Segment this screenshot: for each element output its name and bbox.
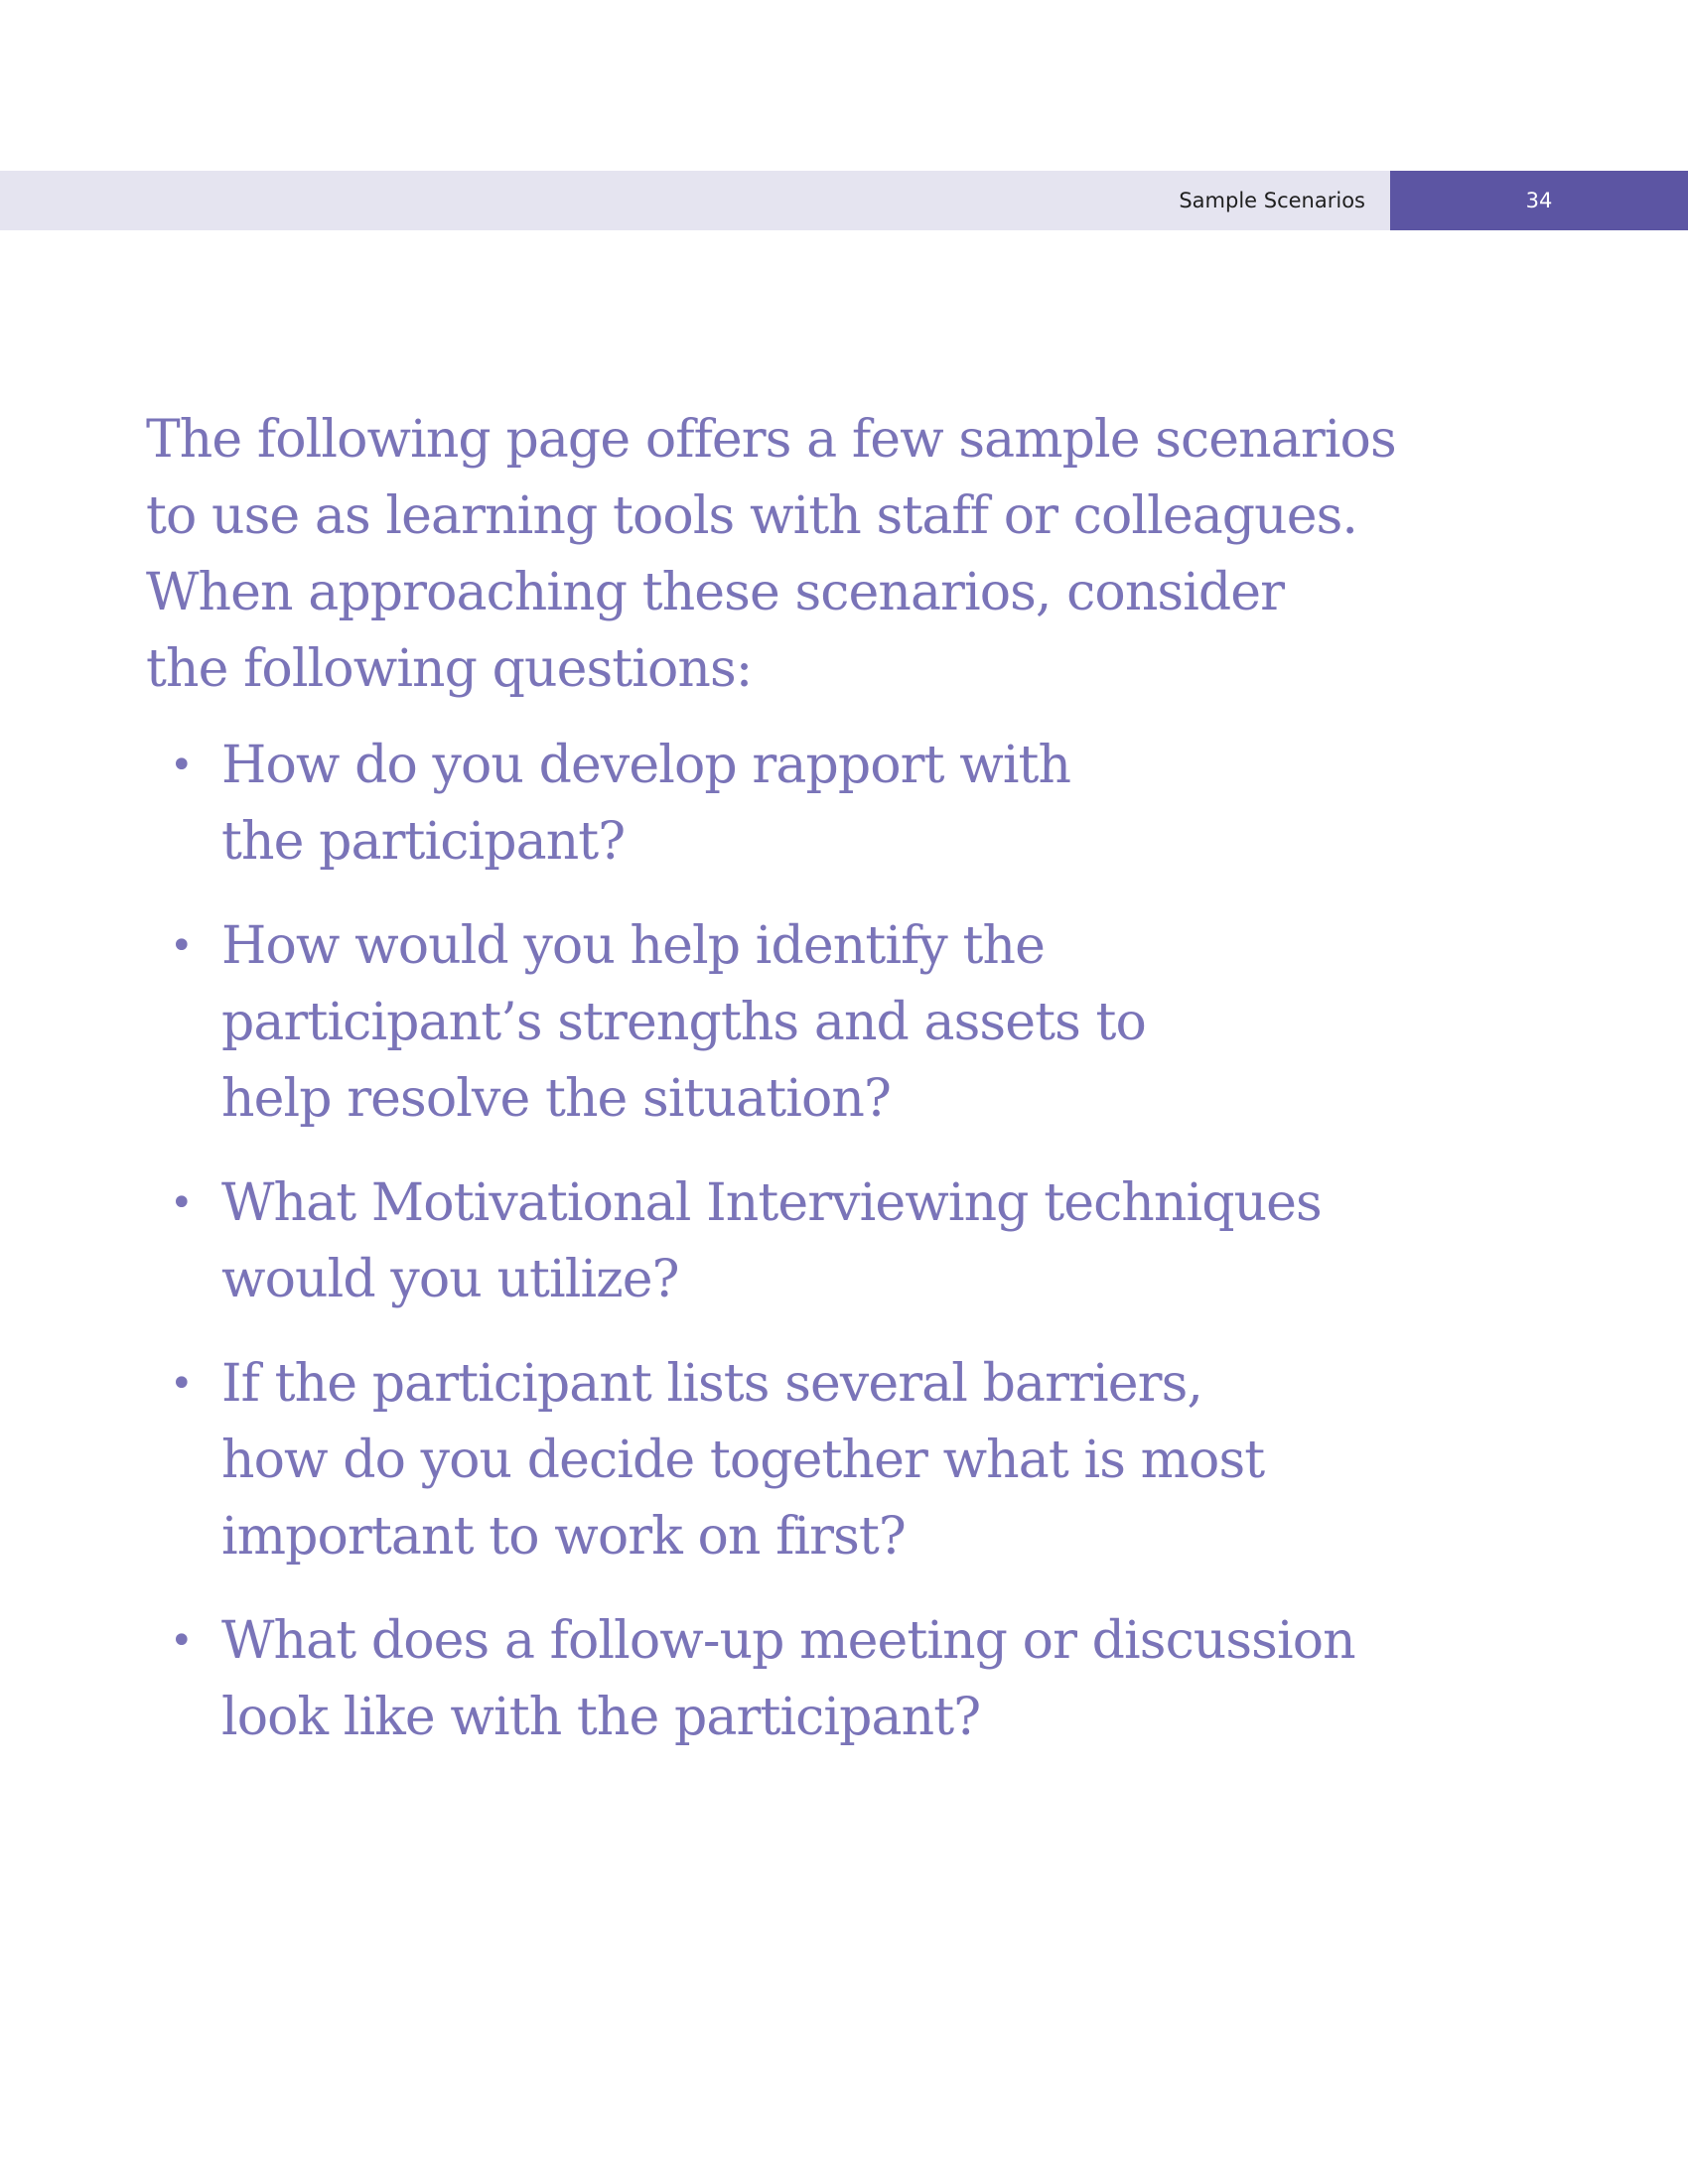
question-line: What Motivational Interviewing techniques xyxy=(221,1173,1322,1233)
question-line: What does a follow-up meeting or discussion xyxy=(221,1611,1355,1671)
page-number-tab xyxy=(1390,171,1688,230)
question-line: If the participant lists several barriers, xyxy=(221,1354,1203,1414)
intro-line: The following page offers a few sample scenarios xyxy=(146,410,1396,470)
question-line: the participant? xyxy=(221,812,626,872)
section-title: Sample Scenarios xyxy=(1179,189,1365,212)
question-item xyxy=(146,908,1576,1138)
page-number: 34 xyxy=(1525,189,1553,212)
question-item xyxy=(146,1346,1576,1575)
page-header xyxy=(0,171,1688,230)
question-line: important to work on first? xyxy=(221,1507,906,1567)
intro-line: When approaching these scenarios, consider xyxy=(146,563,1285,622)
intro-paragraph xyxy=(146,402,1576,708)
question-item xyxy=(146,1165,1576,1318)
main-content xyxy=(146,402,1576,1784)
bullet-icon: • xyxy=(170,1180,193,1226)
intro-line: to use as learning tools with staff or colleagues. xyxy=(146,486,1358,546)
bullet-icon: • xyxy=(170,743,193,788)
question-item xyxy=(146,728,1576,881)
question-line: How would you help identify the xyxy=(221,916,1045,976)
question-line: how do you decide together what is most xyxy=(221,1431,1265,1490)
question-line: participant’s strengths and assets to xyxy=(221,993,1146,1052)
question-list xyxy=(146,728,1576,1756)
question-line: help resolve the situation? xyxy=(221,1069,891,1129)
intro-line: the following questions: xyxy=(146,639,753,699)
question-item xyxy=(146,1603,1576,1756)
bullet-icon: • xyxy=(170,1618,193,1664)
bullet-icon: • xyxy=(170,923,193,969)
question-line: would you utilize? xyxy=(221,1250,679,1309)
question-line: How do you develop rapport with xyxy=(221,736,1071,795)
bullet-icon: • xyxy=(170,1361,193,1407)
question-line: look like with the participant? xyxy=(221,1688,981,1747)
